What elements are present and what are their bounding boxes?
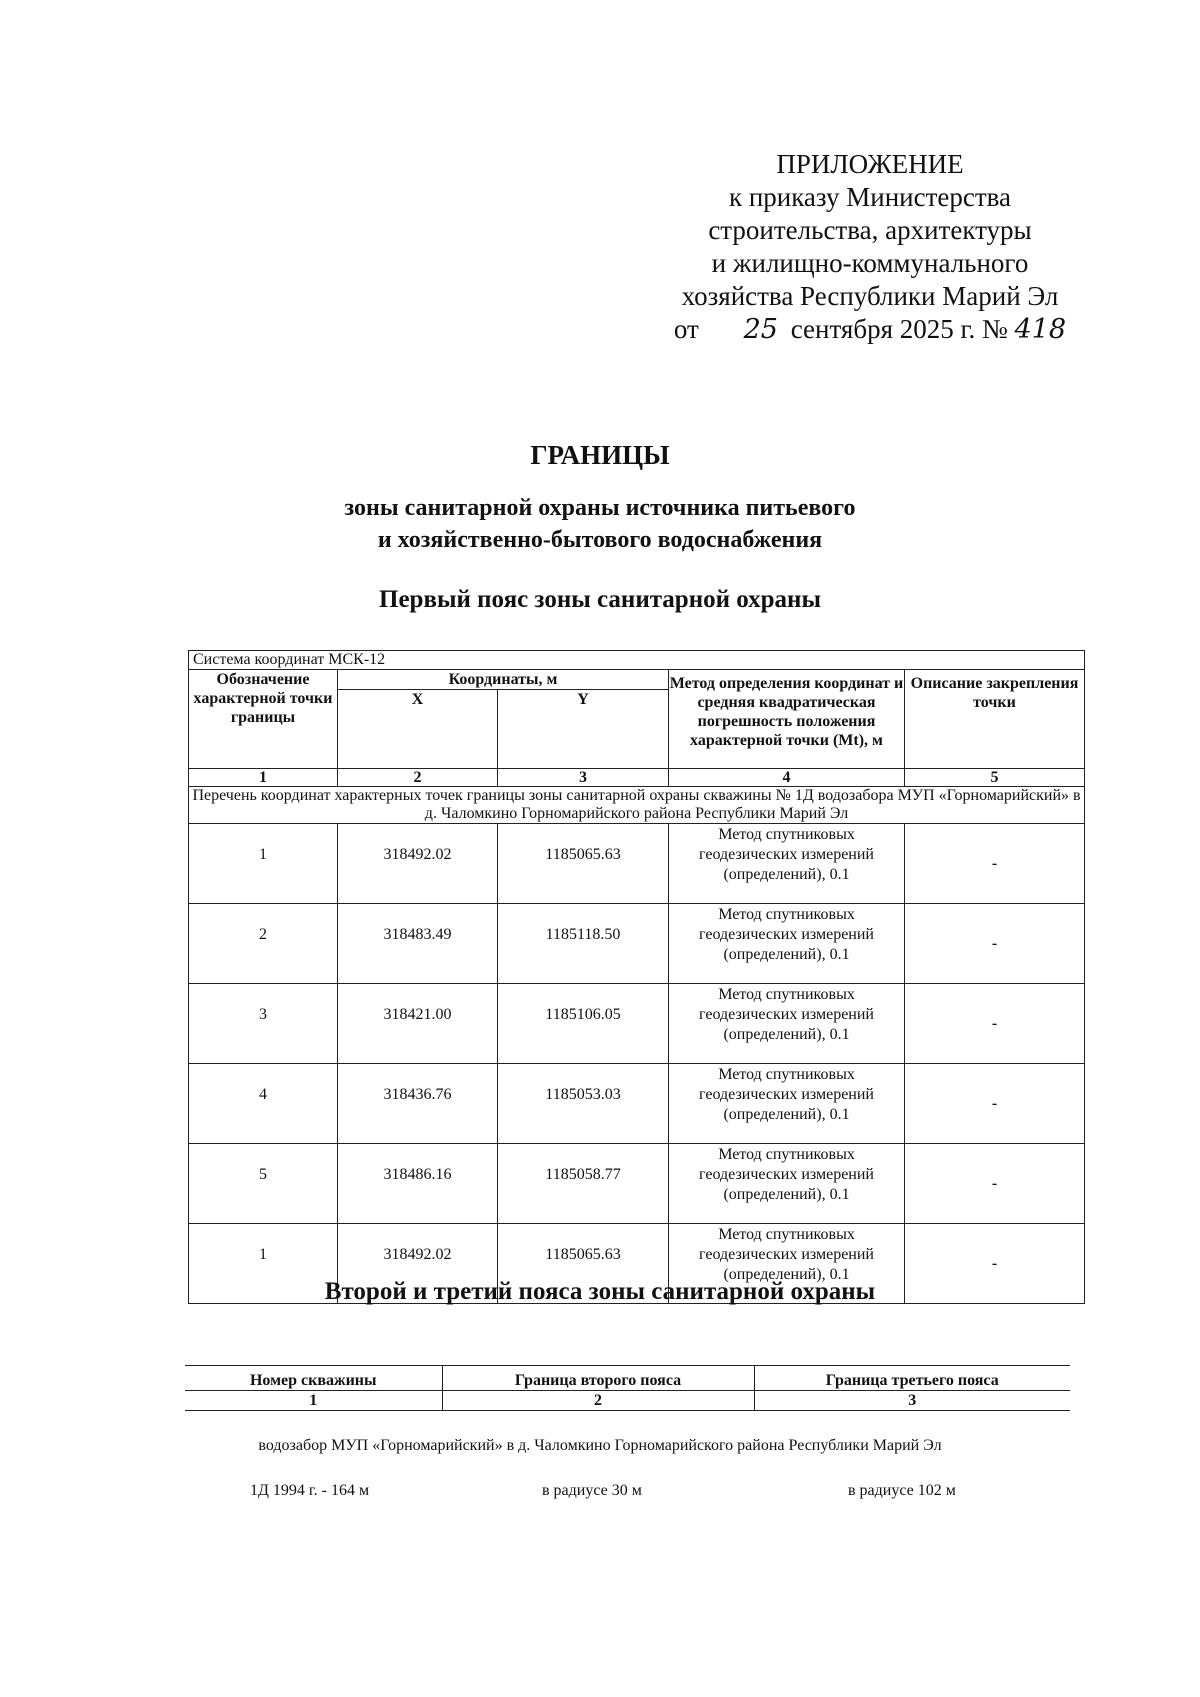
method: Метод спутниковых геодезических измерений (определений), 0.1	[669, 904, 905, 984]
subtitle-line: зоны санитарной охраны источника питьевого	[344, 495, 856, 521]
coord-x: 318421.00	[338, 984, 498, 1064]
column-number: 3	[498, 769, 669, 787]
belt1-coordinates-table	[188, 650, 1085, 1304]
appendix-line: строительства, архитектуры	[708, 215, 1032, 245]
column-number: 2	[338, 769, 498, 787]
appendix-line: к приказу Министерства	[728, 182, 1012, 212]
date-prefix: от	[673, 314, 699, 344]
belt1-heading: Первый пояс зоны санитарной охраны	[379, 586, 821, 613]
column-numbers-row	[185, 1391, 1070, 1411]
table-row	[189, 651, 1085, 670]
description: -	[905, 1144, 1085, 1224]
coord-x: 318483.49	[338, 904, 498, 984]
point-id: 3	[189, 984, 338, 1064]
water-intake-caption: водозабор МУП «Горномарийский» в д. Чаломкино Горномарийского района Республики Марий Эл	[258, 1437, 942, 1454]
description: -	[905, 1064, 1085, 1144]
description: -	[905, 984, 1085, 1064]
column-numbers-row	[189, 769, 1085, 787]
header-coords: Координаты, м	[338, 670, 669, 690]
zone2-radius: в радиусе 30 м	[542, 1482, 642, 1499]
table-row	[189, 787, 1085, 824]
table-header-row	[189, 670, 1085, 690]
coord-y: 1185065.63	[498, 824, 669, 904]
column-number: 3	[754, 1391, 1070, 1411]
header-zone3: Граница третьего пояса	[754, 1366, 1070, 1391]
document-title: ГРАНИЦЫ	[530, 440, 670, 470]
coord-y: 1185106.05	[498, 984, 669, 1064]
coord-x: 318436.76	[338, 1064, 498, 1144]
table-row	[189, 824, 1085, 904]
header-well-number: Номер скважины	[185, 1366, 442, 1391]
date-text: сентября 2025 г. №	[790, 314, 1008, 344]
column-number: 1	[185, 1391, 442, 1411]
description: -	[905, 904, 1085, 984]
table-row	[189, 1144, 1085, 1224]
header-x: X	[338, 690, 498, 769]
header-point: Обозначение характерной точки границы	[189, 670, 338, 769]
table-row	[189, 984, 1085, 1064]
coord-y: 1185118.50	[498, 904, 669, 984]
description: -	[905, 824, 1085, 904]
column-number: 4	[669, 769, 905, 787]
point-id: 1	[189, 1224, 338, 1304]
column-number: 5	[905, 769, 1085, 787]
point-id: 2	[189, 904, 338, 984]
method: Метод спутниковых геодезических измерений (определений), 0.1	[669, 984, 905, 1064]
table-row	[189, 1064, 1085, 1144]
coord-x: 318492.02	[338, 1224, 498, 1304]
description: -	[905, 1224, 1085, 1304]
appendix-header	[640, 148, 1100, 346]
coord-x: 318492.02	[338, 824, 498, 904]
column-number: 2	[442, 1391, 754, 1411]
list-caption: Перечень координат характерных точек границы зоны санитарной охраны скважины № 1Д водозабора МУП «Горномарийский» в д. Чаломкино Горномарийского района Республики Марий Эл	[189, 787, 1085, 824]
appendix-line: хозяйства Республики Марий Эл	[681, 281, 1059, 311]
handwritten-order-number: 418	[1014, 314, 1067, 345]
header-method: Метод определения координат и средняя квадратическая погрешность положения характерной точки (Mt), м	[669, 670, 905, 769]
appendix-line: и жилищно-коммунального	[711, 248, 1029, 278]
point-id: 5	[189, 1144, 338, 1224]
point-id: 4	[189, 1064, 338, 1144]
method: Метод спутниковых геодезических измерений (определений), 0.1	[669, 824, 905, 904]
method: Метод спутниковых геодезических измерений (определений), 0.1	[669, 1144, 905, 1224]
well-id: 1Д 1994 г. - 164 м	[250, 1482, 370, 1499]
coordinate-system: Система координат МСК-12	[189, 651, 1085, 670]
order-date-line	[640, 313, 1100, 346]
appendix-title: ПРИЛОЖЕНИЕ	[776, 149, 964, 179]
coord-y: 1185065.63	[498, 1224, 669, 1304]
header-zone2: Граница второго пояса	[442, 1366, 754, 1391]
column-number: 1	[189, 769, 338, 787]
method: Метод спутниковых геодезических измерений (определений), 0.1	[669, 1224, 905, 1304]
header-y: Y	[498, 690, 669, 769]
document-subtitle	[0, 492, 1200, 556]
coord-x: 318486.16	[338, 1144, 498, 1224]
coord-y: 1185053.03	[498, 1064, 669, 1144]
table-row	[189, 904, 1085, 984]
point-id: 1	[189, 824, 338, 904]
belt23-heading: Второй и третий пояса зоны санитарной охраны	[324, 1278, 876, 1305]
zone3-radius: в радиусе 102 м	[848, 1482, 956, 1499]
subtitle-line: и хозяйственно-бытового водоснабжения	[377, 527, 823, 553]
belt23-table	[185, 1365, 1070, 1411]
table-header-row	[185, 1366, 1070, 1391]
header-description: Описание закрепления точки	[905, 670, 1085, 769]
handwritten-day: 25	[743, 314, 778, 345]
method: Метод спутниковых геодезических измерений (определений), 0.1	[669, 1064, 905, 1144]
coord-y: 1185058.77	[498, 1144, 669, 1224]
